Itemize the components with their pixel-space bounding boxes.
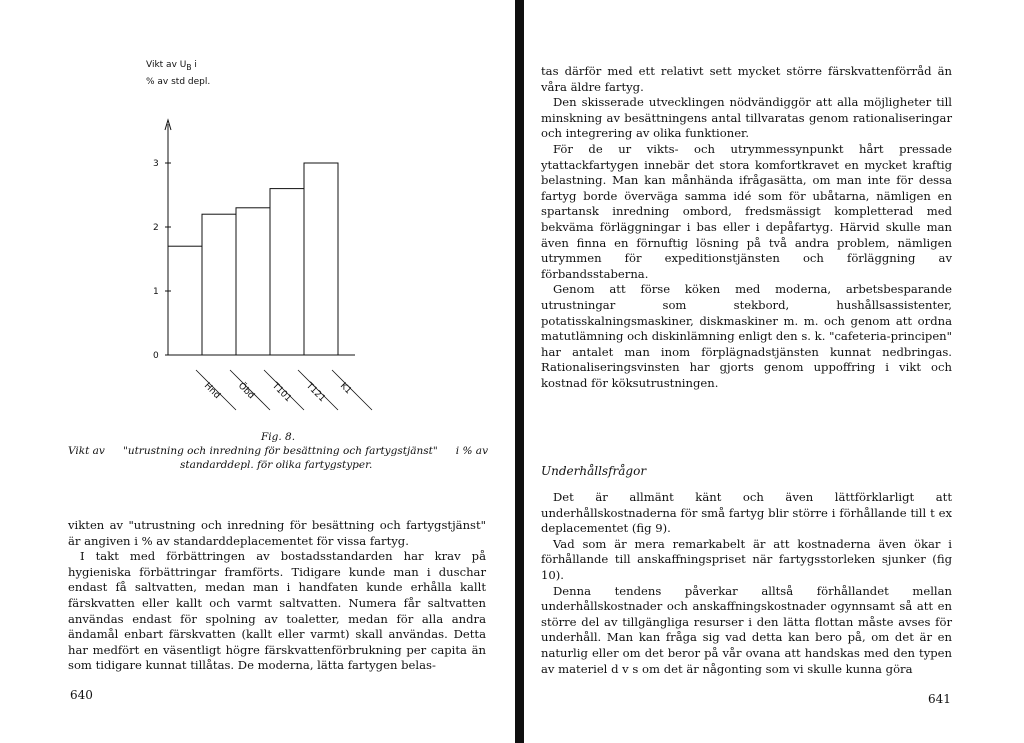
paragraph: tas därför med ett relativt sett mycket större färskvattenförråd än våra äldre fartyg. (541, 64, 952, 94)
chart-y-axis-label: Vikt av $U_B$ i % av std depl. (146, 60, 211, 87)
caption-part: i % av (455, 445, 488, 457)
paragraph: vikten av "utrustning och inredning för besättning och fartygstjänst" är angiven i % av standarddeplacementet för vissa fartyg. (68, 518, 486, 548)
x-tick-label: T121 (303, 381, 327, 405)
y-tick-label: 2 (153, 223, 159, 233)
caption-part: standarddepl. för olika fartygstyper. (180, 459, 373, 471)
paragraph: Denna tendens påverkar alltså förhållandet mellan underhållskostnader och anskaffningskostnader ogynnsamt så att en större del av tillgängliga resurser i den lätta flottan måste avses för underhåll. Man kan fråga sig vad detta kan bero på, om det är en naturlig eller om det beror på vår ovana att handskas med den typen av materiel d v s om det är någonting som vi skulle kunna göra (541, 583, 952, 676)
paragraph: Vad som är mera remarkabelt är att kostnaderna även ökar i förhållande till anskaffningspriset när fartygsstorleken sjunker (fig 10). (541, 536, 952, 582)
paragraph: För de ur vikts- och utrymmessynpunkt hårt pressade ytattackfartygen innebär det stora komfortkravet en mycket kraftig belastning. Man kan månhända ifrågasätta, om man inte för dessa fartyg borde överväga samma idé som för ubåtarna, nämligen en spartansk inredning ombord, fredsmässigt kompletterad med bekväma förläggningar i bas eller i depåfartyg. Härvid skulle man även finna en förnuftig lösning på två andra problem, nämligen utrymmen för expeditionstjänsten och förläggning av förbandsstaberna. (541, 141, 952, 281)
caption-part: "utrustning och inredning för besättning och fartygstjänst" (123, 445, 438, 457)
x-tick-label: K1 (337, 381, 354, 397)
caption-part: Vikt av (68, 445, 105, 457)
figure-number: Fig. 8. (260, 431, 296, 443)
paragraph: Det är allmänt känt och även lättförklarligt att underhållskostnaderna för små fartyg blir större i förhållande till t ex deplacementet (fig 9). (541, 490, 952, 536)
x-tick-label: T101 (269, 381, 293, 405)
y-tick-label: 1 (153, 287, 159, 297)
paragraph: I takt med förbättringen av bostadsstandarden har krav på hygieniska förbättringar framförts. Tidigare kunde man i duschar endast få saltvatten, medan man i handfaten kunde erhålla kallt färskvatten eller kallt och varmt saltvatten. Numera får saltvatten användas endast för spolning av toaletter, medan för alla andra ändamål enbart färskvatten (kallt eller varmt) skall användas. Detta har medfört en väsentligt högre färskvattenförbrukning per capita än som tidigare kunnat tillåtas. De moderna, lätta fartygen belas- (68, 549, 486, 673)
x-tick-label: Öbd (235, 381, 257, 402)
page-number: 641 (928, 692, 951, 706)
page-number: 640 (70, 688, 93, 702)
right-body-text (541, 64, 952, 391)
right-body-text-2 (541, 490, 952, 677)
paragraph: Genom att förse köken med moderna, arbetsbesparande utrustningar som stekbord, hushållsassistenter, potatisskalningsmaskiner, diskmaskiner m. m. och genom att ordna matutlämning och diskinlämning enligt den s. k. "cafeteria-principen" har antalet man inom förplägnadstjänsten kunnat nedbringas. Rationaliseringsvinsten har gjorts genom uppoffring i vikt och kostnad för köksutrustningen. (541, 282, 952, 390)
y-tick-label: 3 (153, 159, 159, 169)
section-heading: Underhållsfrågor (541, 464, 647, 478)
paragraph: Den skisserade utvecklingen nödvändiggör att alla möjligheter till minskning av besättningens antal tillvaratas genom rationaliseringar och integrering av olika funktioner. (541, 95, 952, 141)
y-tick-label: 0 (153, 351, 159, 361)
x-tick-label: Hnd (201, 381, 222, 401)
